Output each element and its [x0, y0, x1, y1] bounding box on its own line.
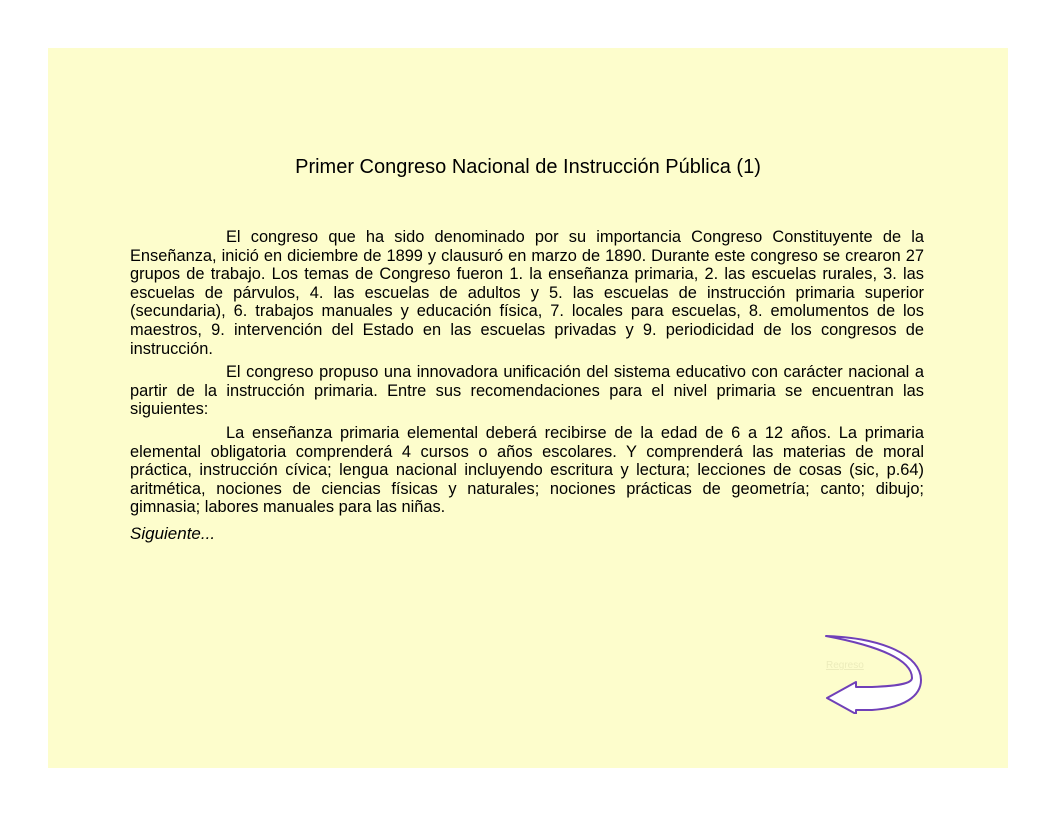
next-link[interactable]: Siguiente... — [130, 523, 216, 543]
paragraph-3: La enseñanza primaria elemental deberá recibirse de la edad de 6 a 12 años. La primaria elemental obligatoria comprenderá 4 cursos o años escolares. Y comprenderá las materias de moral práctica, instrucción cívica; lengua nacional incluyendo escritura y lectura; lecciones de cosas (sic, p.64) aritmética, nociones de ciencias físicas y naturales; nociones prácticas de geometría; canto; dibujo; gimnasia; labores manuales para las niñas. — [130, 423, 924, 517]
slide — [48, 48, 1008, 768]
paragraph-1: El congreso que ha sido denominado por su importancia Congreso Constituyente de la Enseñanza, inició en diciembre de 1899 y clausuró en marzo de 1890. Durante este congreso se crearon 27 grupos de trabajo. Los temas de Congreso fueron 1. la enseñanza primaria, 2. las escuelas rurales, 3. las escuelas de párvulos, 4. las escuelas de adultos y 5. las escuelas de instrucción primaria superior (secundaria), 6. trabajos manuales y educación física, 7. locales para escuelas, 8. emolumentos de los maestros, 9. intervención del Estado en las escuelas privadas y 9. periodicidad de los congresos de instrucción. — [130, 228, 924, 358]
paragraph-2: El congreso propuso una innovadora unificación del sistema educativo con carácter nacional a partir de la instrucción primaria. Entre sus recomendaciones para el nivel primaria se encuentran las siguientes: — [130, 363, 924, 419]
page-title: Primer Congreso Nacional de Instrucción Pública (1) — [295, 156, 761, 178]
body-text — [130, 228, 924, 544]
return-button[interactable] — [824, 634, 928, 714]
next-link-container — [130, 525, 924, 544]
return-label[interactable]: Regreso — [826, 660, 864, 671]
curved-return-arrow-icon — [824, 634, 928, 714]
